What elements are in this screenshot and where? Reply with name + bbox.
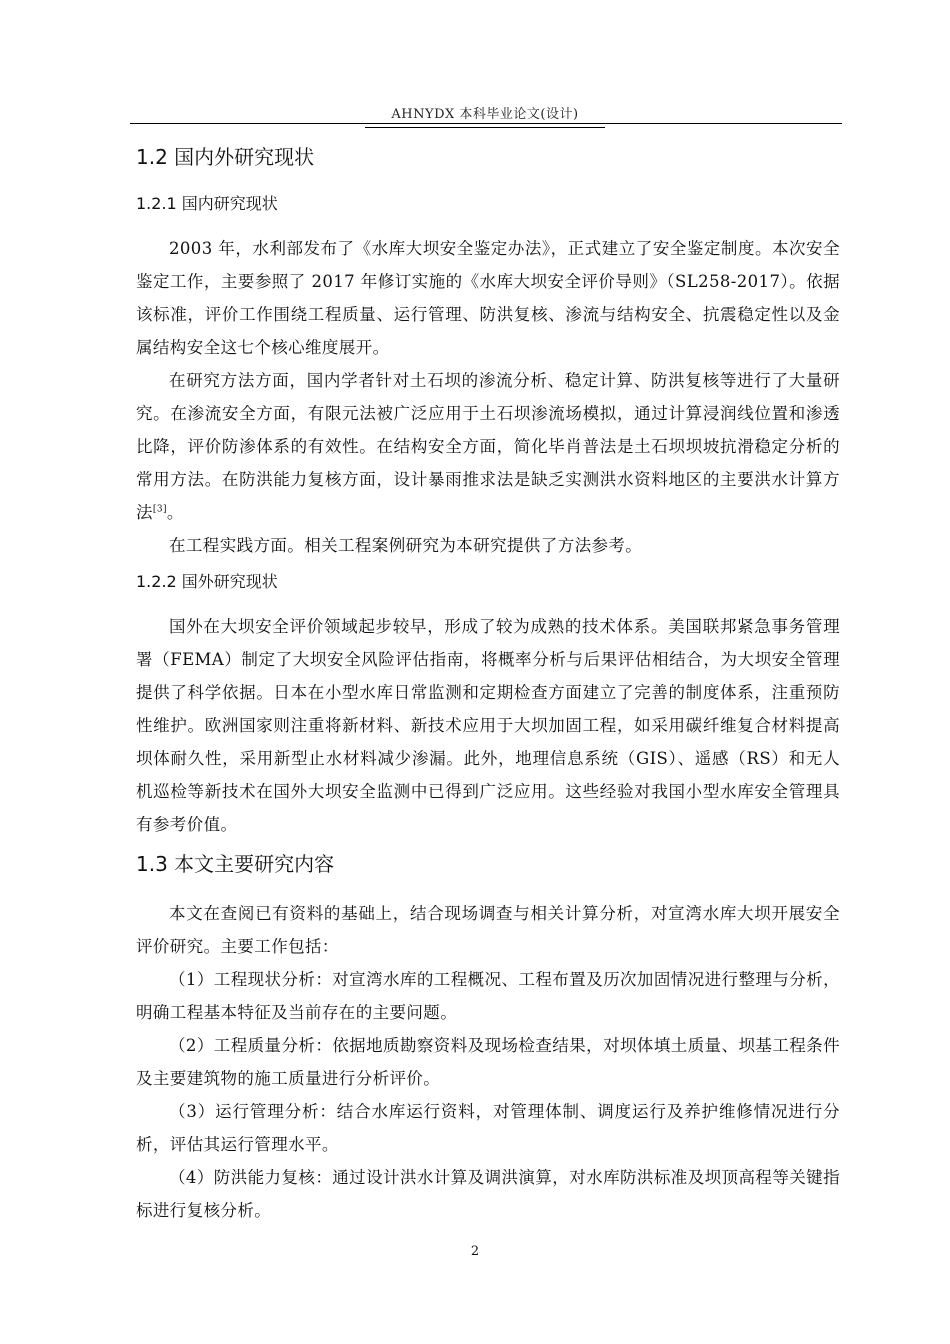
header-rule-thin bbox=[365, 127, 605, 128]
section-heading-1-3: 1.3 本文主要研究内容 bbox=[136, 852, 335, 876]
list-item: （2）工程质量分析：依据地质勘察资料及现场检查结果，对坝体填土质量、坝基工程条件及主要建筑物的施工质量进行分析评价。 bbox=[136, 1036, 840, 1088]
citation-reference: [3] bbox=[152, 504, 167, 515]
paragraph: 国外在大坝安全评价领域起步较早，形成了较为成熟的技术体系。美国联邦紧急事务管理署（FEMA）制定了大坝安全风险评估指南，将概率分析与后果评估相结合，为大坝安全管理提供了科学依据。日本在小型水库日常监测和定期检查方面建立了完善的制度体系，注重预防性维护。欧洲国家则注重将新材料、新技术应用于大坝加固工程，如采用碳纤维复合材料提高坝体耐久性，采用新型止水材料减少渗漏。此外，地理信息系统（GIS）、遥感（RS）和无人机巡检等新技术在国外大坝安全监测中已得到广泛应用。这些经验对我国小型水库安全管理具有参考价值。 bbox=[136, 617, 840, 834]
list-item: （4）防洪能力复核：通过设计洪水计算及调洪演算，对水库防洪标准及坝顶高程等关键指标进行复核分析。 bbox=[136, 1168, 840, 1220]
list-item: （3）运行管理分析：结合水库运行资料，对管理体制、调度运行及养护维修情况进行分析，评估其运行管理水平。 bbox=[136, 1102, 840, 1154]
paragraph: 在工程实践方面。相关工程案例研究为本研究提供了方法参考。 bbox=[169, 536, 643, 555]
paragraph: 2003 年，水利部发布了《水库大坝安全鉴定办法》，正式建立了安全鉴定制度。本次安全鉴定工作，主要参照了 2017 年修订实施的《水库大坝安全评价导则》（SL258-2017）。依据该标准，评价工作围绕工程质量、运行管理、防洪复核、渗流与结构安全、抗震稳定性以及金属结构安全这七个核心维度展开。 bbox=[136, 239, 840, 357]
paragraph-end: 。 bbox=[166, 503, 184, 522]
paragraph-text: 在研究方法方面，国内学者针对土石坝的渗流分析、稳定计算、防洪复核等进行了大量研究。在渗流安全方面，有限元法被广泛应用于土石坝渗流场模拟，通过计算浸润线位置和渗透比降，评价防渗体系的有效性。在结构安全方面，简化毕肖普法是土石坝坝坡抗滑稳定分析的常用方法。在防洪能力复核方面，设计暴雨推求法是缺乏实测洪水资料地区的主要洪水计算方法 bbox=[136, 371, 840, 522]
subsection-heading-1-2-1: 1.2.1 国内研究现状 bbox=[136, 194, 278, 213]
header-rule-thick bbox=[130, 123, 842, 124]
running-header: AHNYDX 本科毕业论文(设计) bbox=[391, 107, 579, 122]
list-item: （1）工程现状分析：对宣湾水库的工程概况、工程布置及历次加固情况进行整理与分析，明确工程基本特征及当前存在的主要问题。 bbox=[136, 970, 840, 1022]
page-number: 2 bbox=[470, 1244, 480, 1259]
paragraph-with-citation bbox=[136, 364, 840, 529]
subsection-heading-1-2-2: 1.2.2 国外研究现状 bbox=[136, 572, 278, 591]
section-heading-1-2: 1.2 国内外研究现状 bbox=[136, 145, 315, 169]
page-content bbox=[136, 134, 840, 1227]
paragraph: 本文在查阅已有资料的基础上，结合现场调查与相关计算分析，对宣湾水库大坝开展安全评价研究。主要工作包括： bbox=[136, 904, 840, 956]
